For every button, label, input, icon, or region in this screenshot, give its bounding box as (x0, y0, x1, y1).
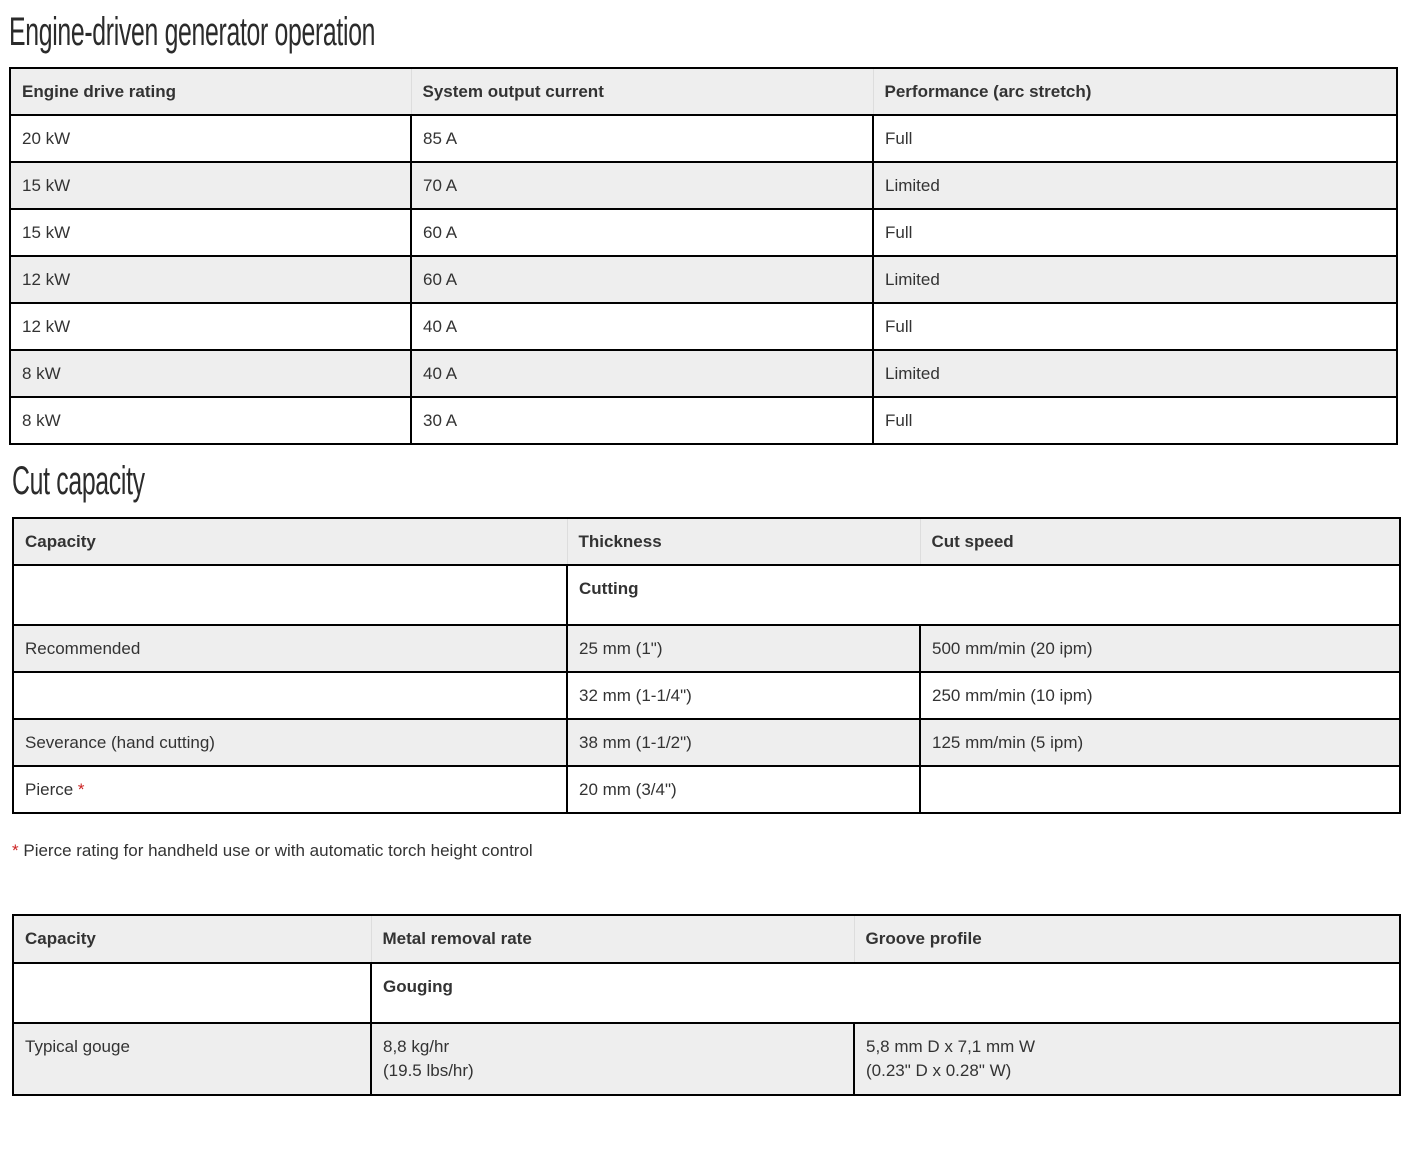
performance-cell: Full (873, 303, 1397, 350)
table-row (13, 672, 1400, 719)
thickness-cell: 38 mm (1-1/2") (567, 719, 920, 766)
column-header-capacity: Capacity (13, 915, 371, 963)
engine-rating-cell: 15 kW (10, 162, 411, 209)
table-row (10, 209, 1397, 256)
engine-rating-cell: 12 kW (10, 303, 411, 350)
capacity-cell: Severance (hand cutting) (13, 719, 567, 766)
column-header-engine-drive-rating: Engine drive rating (10, 68, 411, 115)
engine-rating-cell: 12 kW (10, 256, 411, 303)
capacity-cell: Recommended (13, 625, 567, 672)
metal-removal-rate-cell: 8,8 kg/hr (19.5 lbs/hr) (371, 1023, 854, 1095)
engine-rating-cell: 15 kW (10, 209, 411, 256)
capacity-cell (13, 766, 567, 813)
group-label-cutting: Cutting (567, 565, 1400, 625)
capacity-cell: Typical gouge (13, 1023, 371, 1095)
group-row-cutting (13, 565, 1400, 625)
output-current-cell: 70 A (411, 162, 873, 209)
output-current-cell: 85 A (411, 115, 873, 162)
table-row (13, 719, 1400, 766)
performance-cell: Limited (873, 162, 1397, 209)
pierce-label: Pierce (25, 780, 74, 799)
output-current-cell: 40 A (411, 303, 873, 350)
cut-speed-cell (920, 766, 1400, 813)
footnote-asterisk-icon: * (12, 841, 19, 860)
footnote-asterisk-icon: * (77, 780, 85, 799)
cut-capacity-title: Cut capacity (12, 459, 145, 503)
empty-cell (13, 963, 371, 1023)
group-row-gouging (13, 963, 1400, 1023)
table-row (10, 350, 1397, 397)
capacity-cell (13, 672, 567, 719)
gouging-table (12, 914, 1401, 1096)
footnote-text: Pierce rating for handheld use or with automatic torch height control (23, 841, 533, 860)
engine-drive-table (9, 67, 1398, 445)
engine-section-title: Engine-driven generator operation (9, 10, 376, 54)
group-label-gouging: Gouging (371, 963, 1400, 1023)
engine-rating-cell: 20 kW (10, 115, 411, 162)
thickness-cell: 32 mm (1-1/4") (567, 672, 920, 719)
column-header-thickness: Thickness (567, 518, 920, 565)
column-header-system-output-current: System output current (411, 68, 873, 115)
output-current-cell: 60 A (411, 209, 873, 256)
cut-speed-cell: 250 mm/min (10 ipm) (920, 672, 1400, 719)
output-current-cell: 60 A (411, 256, 873, 303)
cut-speed-cell: 125 mm/min (5 ipm) (920, 719, 1400, 766)
performance-cell: Full (873, 397, 1397, 444)
empty-cell (13, 565, 567, 625)
thickness-cell: 20 mm (3/4") (567, 766, 920, 813)
table-row (10, 115, 1397, 162)
column-header-cut-speed: Cut speed (920, 518, 1400, 565)
engine-rating-cell: 8 kW (10, 350, 411, 397)
table-row (13, 625, 1400, 672)
cut-capacity-table (12, 517, 1401, 814)
column-header-capacity: Capacity (13, 518, 567, 565)
groove-profile-cell: 5,8 mm D x 7,1 mm W (0.23" D x 0.28" W) (854, 1023, 1400, 1095)
table-row (13, 1023, 1400, 1095)
table-row (10, 162, 1397, 209)
column-header-groove-profile: Groove profile (854, 915, 1400, 963)
column-header-performance: Performance (arc stretch) (873, 68, 1397, 115)
engine-rating-cell: 8 kW (10, 397, 411, 444)
table-row (10, 256, 1397, 303)
thickness-cell: 25 mm (1") (567, 625, 920, 672)
pierce-footnote (12, 840, 533, 862)
performance-cell: Limited (873, 256, 1397, 303)
cut-speed-cell: 500 mm/min (20 ipm) (920, 625, 1400, 672)
table-row (13, 766, 1400, 813)
output-current-cell: 30 A (411, 397, 873, 444)
performance-cell: Full (873, 115, 1397, 162)
table-row (10, 303, 1397, 350)
output-current-cell: 40 A (411, 350, 873, 397)
column-header-metal-removal-rate: Metal removal rate (371, 915, 854, 963)
performance-cell: Limited (873, 350, 1397, 397)
table-row (10, 397, 1397, 444)
performance-cell: Full (873, 209, 1397, 256)
